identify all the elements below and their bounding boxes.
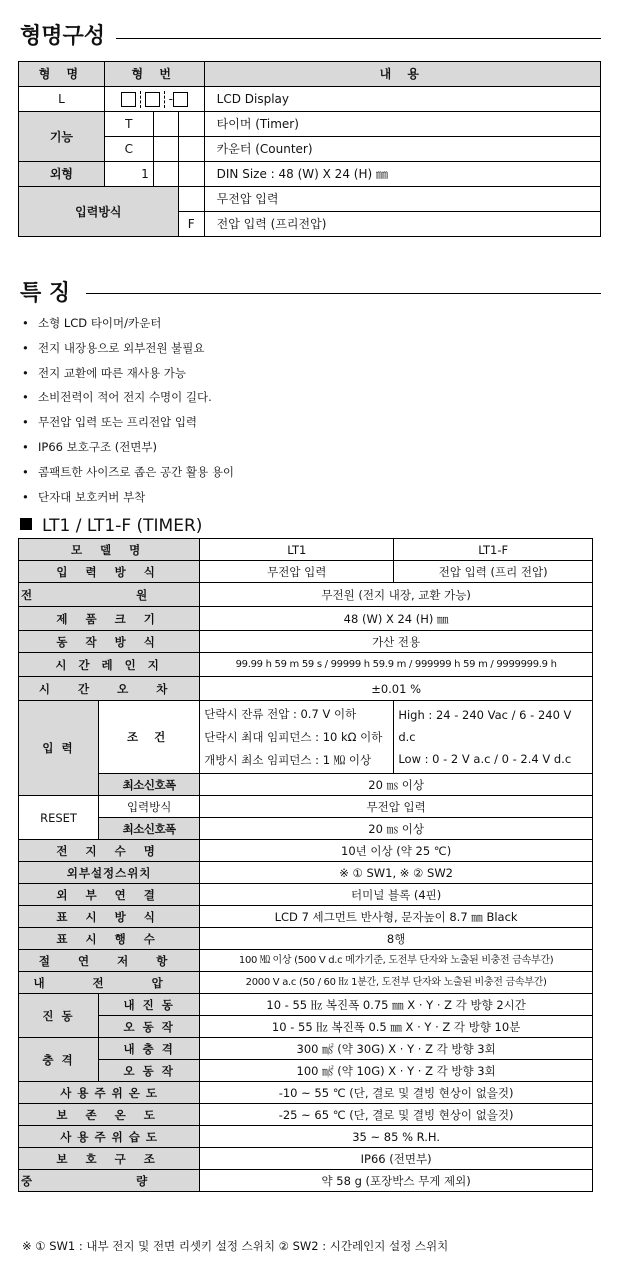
feature-item: • 소비전력이 적어 전지 수명이 길다. <box>22 385 234 410</box>
spec-value: LT1 <box>200 539 394 561</box>
spec-value: 10 - 55 ㎐ 복진폭 0.5 ㎜ X · Y · Z 각 방향 10분 <box>200 1016 593 1038</box>
shape-label: 외형 <box>19 162 105 187</box>
section-rule-features <box>86 293 601 294</box>
spec-label: 사 용 주 위 습 도 <box>19 1126 200 1148</box>
condition-a <box>200 701 394 774</box>
spec-value: LCD 7 세그먼트 반사형, 문자높이 8.7 ㎜ Black <box>200 906 593 928</box>
spec-value: 10 - 55 ㎐ 복진폭 0.75 ㎜ X · Y · Z 각 방향 2시간 <box>200 994 593 1016</box>
feature-item: • 무전압 입력 또는 프리전압 입력 <box>22 410 234 435</box>
spec-value: 300 ㎨ (약 30G) X · Y · Z 각 방향 3회 <box>200 1038 593 1060</box>
spec-value: 2000 V a.c (50 / 60 ㎐ 1분간, 도전부 단자와 노출된 비충전 금속부간) <box>200 972 593 994</box>
header-model-number: 형 번 <box>104 62 204 87</box>
spec-label: 보 존 온 도 <box>19 1104 200 1126</box>
feature-item: • IP66 보호구조 (전면부) <box>22 435 234 460</box>
spec-sublabel: 내 진 동 <box>99 994 200 1016</box>
spec-value: 터미널 블록 (4핀) <box>200 884 593 906</box>
spec-label: 시 간 레 인 지 <box>19 653 200 677</box>
spec-value: 8행 <box>200 928 593 950</box>
spec-label: 모 델 명 <box>19 539 200 561</box>
spec-value: -10 ~ 55 ℃ (단, 결로 및 결빙 현상이 없을것) <box>200 1082 593 1104</box>
section-title-model: 형명구성 <box>20 24 106 49</box>
spec-label: 중 량 <box>19 1170 200 1192</box>
shape-desc: DIN Size : 48 (W) X 24 (H) ㎜ <box>204 162 600 187</box>
header-model-name: 형 명 <box>19 62 105 87</box>
spec-label: 입 력 <box>19 701 99 796</box>
spec-label: 표 시 행 수 <box>19 928 200 950</box>
spec-label: 보 호 구 조 <box>19 1148 200 1170</box>
spec-label: 전 원 <box>19 583 200 607</box>
spec-title-text: LT1 / LT1-F (TIMER) <box>42 516 203 536</box>
spec-value: 약 58 g (포장박스 무게 제외) <box>200 1170 593 1192</box>
spec-sublabel: 최소신호폭 <box>99 774 200 796</box>
condition-a-line: 개방시 최소 임피던스 : 1 ㏁ 이상 <box>204 752 372 767</box>
spec-value: LT1-F <box>394 539 593 561</box>
shape-code: 1 <box>104 162 153 187</box>
spec-value: ※ ① SW1, ※ ② SW2 <box>200 862 593 884</box>
func-label: 기능 <box>19 112 105 162</box>
spec-value: 가산 전용 <box>200 631 593 653</box>
spec-value: 무전원 (전지 내장, 교환 가능) <box>200 583 593 607</box>
spec-value: -25 ~ 65 ℃ (단, 결로 및 결빙 현상이 없을것) <box>200 1104 593 1126</box>
spec-label: 동 작 방 식 <box>19 631 200 653</box>
dash-separator <box>164 91 165 108</box>
feature-item: • 전지 내장용으로 외부전원 불필요 <box>22 336 234 361</box>
spec-sublabel: 조 건 <box>99 701 200 774</box>
condition-a-line: 단락시 최대 임피던스 : 10 kΩ 이하 <box>204 729 383 744</box>
spec-label: 외부설정스위치 <box>19 862 200 884</box>
spec-label: 절 연 저 항 <box>19 950 200 972</box>
code-box <box>145 92 160 107</box>
spec-value: ±0.01 % <box>200 677 593 701</box>
timer-desc: 타이머 (Timer) <box>204 112 600 137</box>
spec-label: 시 간 오 차 <box>19 677 200 701</box>
condition-b <box>394 701 593 774</box>
square-bullet-icon <box>20 518 32 530</box>
spec-value: 전압 입력 (프리 전압) <box>394 561 593 583</box>
condition-b-line: Low : 0 - 2 V a.c / 0 - 2.4 V d.c <box>398 752 572 766</box>
spec-value: 48 (W) X 24 (H) ㎜ <box>200 607 593 631</box>
counter-desc: 카운터 (Counter) <box>204 137 600 162</box>
spec-label: 전 지 수 명 <box>19 840 200 862</box>
input-label: 입력방식 <box>19 187 179 237</box>
spec-table <box>18 538 593 1192</box>
spec-sublabel: 오 동 작 <box>99 1016 200 1038</box>
spec-value: 20 ㎳ 이상 <box>200 818 593 840</box>
spec-label: 외 부 연 결 <box>19 884 200 906</box>
spec-label: 충 격 <box>19 1038 99 1082</box>
spec-label: 입 력 방 식 <box>19 561 200 583</box>
spec-label: 제 품 크 기 <box>19 607 200 631</box>
feature-list <box>22 311 234 509</box>
spec-label: 표 시 방 식 <box>19 906 200 928</box>
spec-sublabel: 최소신호폭 <box>99 818 200 840</box>
section-title-features: 특 징 <box>20 281 71 306</box>
timer-code: T <box>104 112 153 137</box>
model-config-table <box>18 61 601 237</box>
input-none-desc: 무전압 입력 <box>204 187 600 212</box>
condition-b-line: High : 24 - 240 Vac / 6 - 240 V d.c <box>398 708 572 744</box>
spec-label: 내 전 압 <box>19 972 200 994</box>
section-rule-model <box>116 38 601 39</box>
spec-value: 99.99 h 59 m 59 s / 99999 h 59.9 m / 999999 h 59 m / 9999999.9 h <box>200 653 593 677</box>
counter-code: C <box>104 137 153 162</box>
spec-value: 무전압 입력 <box>200 796 593 818</box>
feature-item: • 전지 교환에 따른 재사용 가능 <box>22 361 234 386</box>
spec-value: 20 ㎳ 이상 <box>200 774 593 796</box>
header-content: 내 용 <box>204 62 600 87</box>
spec-sublabel: 입력방식 <box>99 796 200 818</box>
code-box <box>173 92 188 107</box>
code-box <box>121 92 136 107</box>
spec-value: IP66 (전면부) <box>200 1148 593 1170</box>
dash-separator <box>140 91 141 108</box>
spec-value: 100 ㏁ 이상 (500 V d.c 메가기준, 도전부 단자와 노출된 비충전 금속부간) <box>200 950 593 972</box>
feature-item: • 단자대 보호커버 부착 <box>22 485 234 510</box>
spec-value: 무전압 입력 <box>200 561 394 583</box>
model-code: L <box>19 87 105 112</box>
input-free-desc: 전압 입력 (프리전압) <box>204 212 600 237</box>
model-code-boxes: - <box>104 87 204 112</box>
input-free-code: F <box>178 212 204 237</box>
spec-label: 사 용 주 위 온 도 <box>19 1082 200 1104</box>
spec-label: 진 동 <box>19 994 99 1038</box>
spec-title <box>20 515 202 537</box>
condition-a-line: 단락시 잔류 전압 : 0.7 V 이하 <box>204 706 357 721</box>
model-desc: LCD Display <box>204 87 600 112</box>
spec-value: 10년 이상 (약 25 ℃) <box>200 840 593 862</box>
feature-item: • 소형 LCD 타이머/카운터 <box>22 311 234 336</box>
spec-value: 35 ~ 85 % R.H. <box>200 1126 593 1148</box>
spec-sublabel: 오 동 작 <box>99 1060 200 1082</box>
spec-sublabel: 내 충 격 <box>99 1038 200 1060</box>
spec-value: 100 ㎨ (약 10G) X · Y · Z 각 방향 3회 <box>200 1060 593 1082</box>
footnote: ※ ① SW1 : 내부 전지 및 전면 리셋키 설정 스위치 ② SW2 : 시간레인지 설정 스위치 <box>22 1239 449 1253</box>
spec-label: RESET <box>19 796 99 840</box>
feature-item: • 콤팩트한 사이즈로 좁은 공간 활용 용이 <box>22 460 234 485</box>
